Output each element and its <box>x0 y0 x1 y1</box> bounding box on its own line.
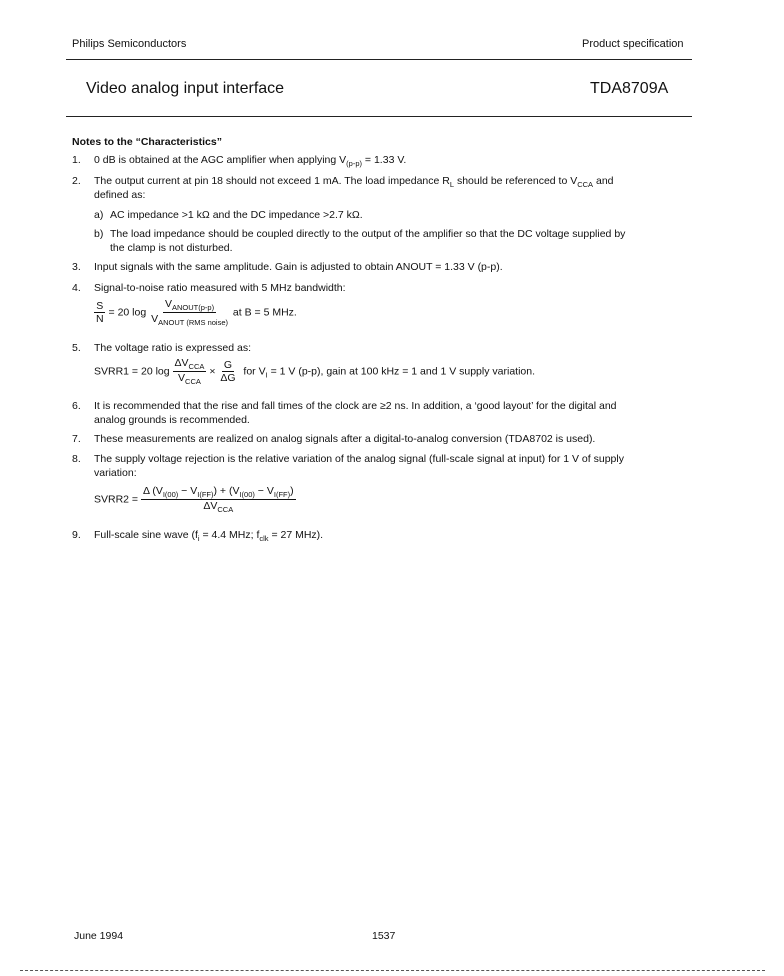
footer-page-number: 1537 <box>372 930 396 942</box>
header-company: Philips Semiconductors <box>72 38 187 50</box>
footer-date: June 1994 <box>74 930 124 942</box>
part-number: TDA8709A <box>590 80 669 97</box>
document-title: Video analog input interface <box>86 80 285 97</box>
header-rule <box>66 59 692 60</box>
equation-snr: $\frac{S}{N}$ = 20 log $\frac{V_{ANOUT(p-p)}}{V_{ANOUT (RMS noise)}}$ at B = 5 MHz. <box>96 298 297 328</box>
page-bottom-edge <box>20 970 765 972</box>
notes-heading: Notes to the “Characteristics” <box>72 136 222 148</box>
equation-svrr1: SVRR1 = 20 log $\frac{\Delta V_{CCA}}{V_{CCA}}$ × $\frac{G}{\Delta G}$ for $V_I = 1$ V (p-p), gain at 100 kHz = 1 and 1 V supply variation. <box>94 357 536 387</box>
header-doc-type: Product specification <box>582 38 684 50</box>
equation-svrr2: SVRR2 = $\frac{\Delta (V_{I(00)} - V_{I(FF)}) + (V_{I(00)} - V_{I(FF)})}{\Delta V_{CCA}}$ <box>94 485 294 515</box>
title-rule <box>66 116 692 117</box>
